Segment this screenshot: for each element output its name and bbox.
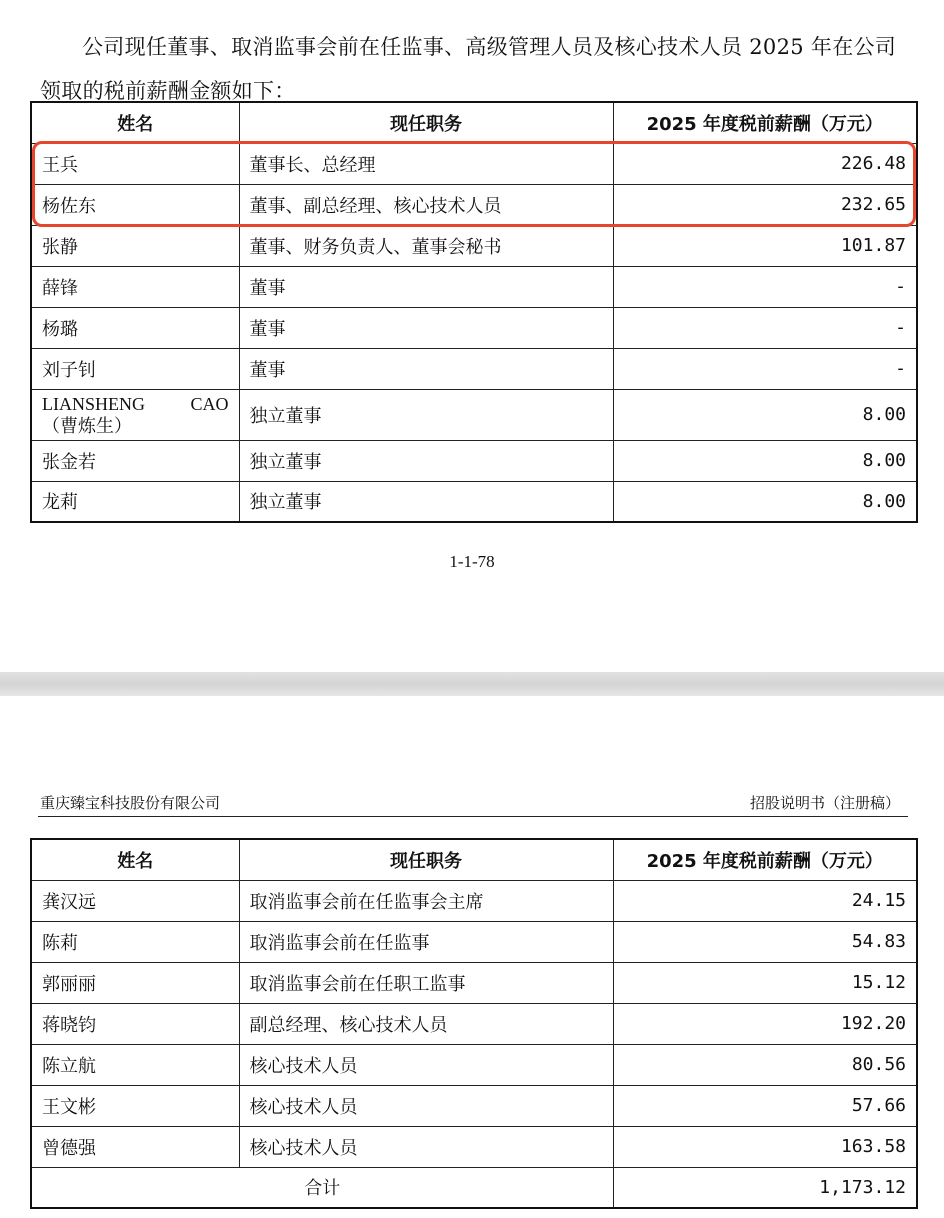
cell-position: 取消监事会前在任职工监事 <box>239 962 613 1003</box>
page-separator <box>0 672 944 696</box>
table-row <box>31 225 917 266</box>
cell-name: 薛锋 <box>31 266 239 307</box>
column-header-name: 姓名 <box>31 839 239 880</box>
cell-name: 陈立航 <box>31 1044 239 1085</box>
table-row <box>31 962 917 1003</box>
table-row <box>31 266 917 307</box>
cell-position: 董事长、总经理 <box>239 143 613 184</box>
total-row <box>31 1167 917 1208</box>
header-document-type: 招股说明书（注册稿） <box>749 794 900 812</box>
cell-position: 董事 <box>239 266 613 307</box>
table-row <box>31 1085 917 1126</box>
cell-salary: 57.66 <box>613 1085 917 1126</box>
cell-salary: 163.58 <box>613 1126 917 1167</box>
table-row <box>31 389 917 440</box>
cell-name: 刘子钊 <box>31 348 239 389</box>
cell-name: 蒋晓钧 <box>31 1003 239 1044</box>
cell-salary: 8.00 <box>613 389 917 440</box>
table-row <box>31 143 917 184</box>
cell-name: 张金若 <box>31 440 239 481</box>
cell-name-english: LIANSHENG CAO <box>42 393 229 414</box>
cell-name: 王文彬 <box>31 1085 239 1126</box>
cell-position: 独立董事 <box>239 481 613 522</box>
cell-name: 张静 <box>31 225 239 266</box>
header-company-name: 重庆臻宝科技股份有限公司 <box>40 794 221 812</box>
cell-salary: 8.00 <box>613 481 917 522</box>
cell-salary: 15.12 <box>613 962 917 1003</box>
cell-position: 独立董事 <box>239 440 613 481</box>
table-row <box>31 880 917 921</box>
page-header <box>38 790 908 817</box>
cell-position: 副总经理、核心技术人员 <box>239 1003 613 1044</box>
table-header-row <box>31 102 917 143</box>
cell-position: 董事、副总经理、核心技术人员 <box>239 184 613 225</box>
table-row <box>31 921 917 962</box>
cell-position: 董事、财务负责人、董事会秘书 <box>239 225 613 266</box>
cell-salary: 54.83 <box>613 921 917 962</box>
table-row <box>31 348 917 389</box>
table-header-row <box>31 839 917 880</box>
column-header-position: 现任职务 <box>239 102 613 143</box>
table-row <box>31 1126 917 1167</box>
page-number: 1-1-78 <box>449 552 495 571</box>
cell-salary: 8.00 <box>613 440 917 481</box>
cell-position: 独立董事 <box>239 389 613 440</box>
cell-position: 取消监事会前在任监事会主席 <box>239 880 613 921</box>
cell-name: 杨璐 <box>31 307 239 348</box>
cell-salary: 226.48 <box>613 143 917 184</box>
cell-salary: 101.87 <box>613 225 917 266</box>
cell-position: 核心技术人员 <box>239 1044 613 1085</box>
cell-salary: 232.65 <box>613 184 917 225</box>
cell-name: 杨佐东 <box>31 184 239 225</box>
table-row <box>31 481 917 522</box>
table-row <box>31 307 917 348</box>
cell-position: 取消监事会前在任监事 <box>239 921 613 962</box>
cell-salary: 80.56 <box>613 1044 917 1085</box>
cell-salary: - <box>613 266 917 307</box>
column-header-salary: 2025 年度税前薪酬（万元） <box>613 839 917 880</box>
total-label: 合计 <box>31 1167 613 1208</box>
table-row <box>31 184 917 225</box>
cell-name-chinese: （曹炼生） <box>42 415 132 436</box>
cell-name <box>31 389 239 440</box>
column-header-salary: 2025 年度税前薪酬（万元） <box>613 102 917 143</box>
column-header-position: 现任职务 <box>239 839 613 880</box>
table-row <box>31 1003 917 1044</box>
cell-salary: 24.15 <box>613 880 917 921</box>
cell-position: 核心技术人员 <box>239 1085 613 1126</box>
compensation-table-part2 <box>30 838 918 1209</box>
table-row <box>31 440 917 481</box>
cell-name: 曾德强 <box>31 1126 239 1167</box>
total-value: 1,173.12 <box>613 1167 917 1208</box>
cell-name: 龚汉远 <box>31 880 239 921</box>
cell-name: 郭丽丽 <box>31 962 239 1003</box>
cell-salary: - <box>613 307 917 348</box>
cell-position: 核心技术人员 <box>239 1126 613 1167</box>
cell-position: 董事 <box>239 307 613 348</box>
cell-salary: 192.20 <box>613 1003 917 1044</box>
intro-paragraph: 公司现任董事、取消监事会前在任监事、高级管理人员及核心技术人员 2025 年在公司领取的税前薪酬金额如下： <box>40 35 897 103</box>
cell-position: 董事 <box>239 348 613 389</box>
cell-name: 龙莉 <box>31 481 239 522</box>
cell-name: 王兵 <box>31 143 239 184</box>
cell-salary: - <box>613 348 917 389</box>
compensation-table-part1 <box>30 101 918 523</box>
table-row <box>31 1044 917 1085</box>
cell-name: 陈莉 <box>31 921 239 962</box>
column-header-name: 姓名 <box>31 102 239 143</box>
